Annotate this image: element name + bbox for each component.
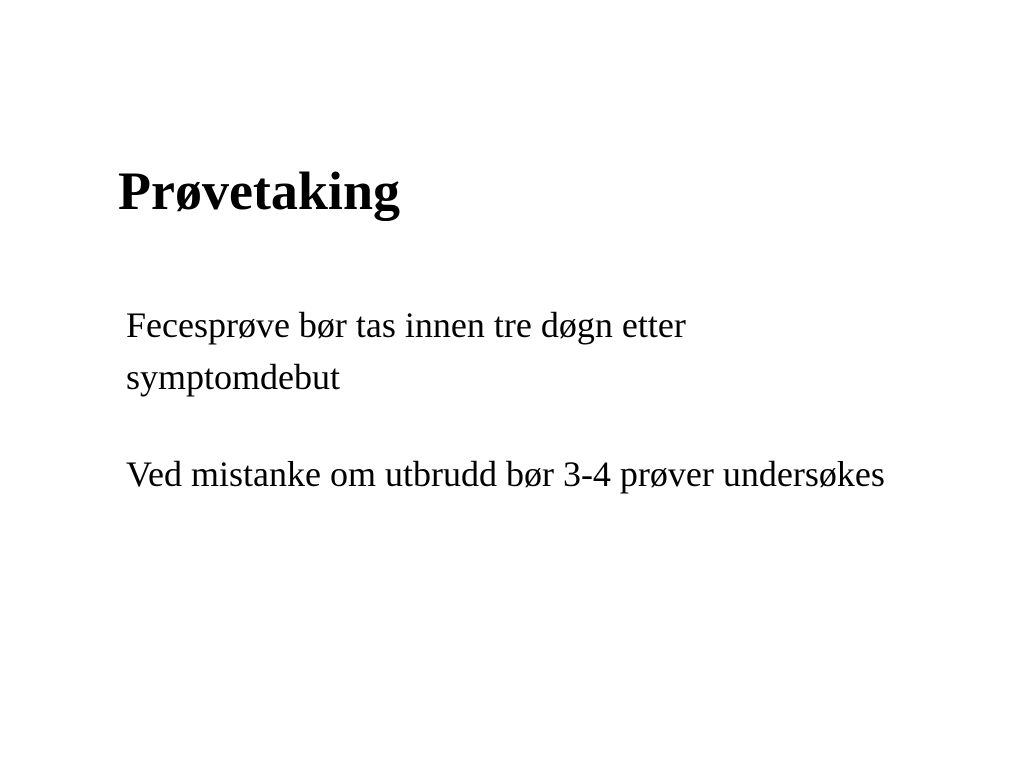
bullet-item: Ved mistanke om utbrudd bør 3-4 prøver undersøkes [126,454,885,494]
bullet-item: Fecesprøve bør tas innen tre døgn etter symptomdebut [126,305,686,397]
bullet-list [126,299,906,545]
slide-title: Prøvetaking [118,161,400,221]
